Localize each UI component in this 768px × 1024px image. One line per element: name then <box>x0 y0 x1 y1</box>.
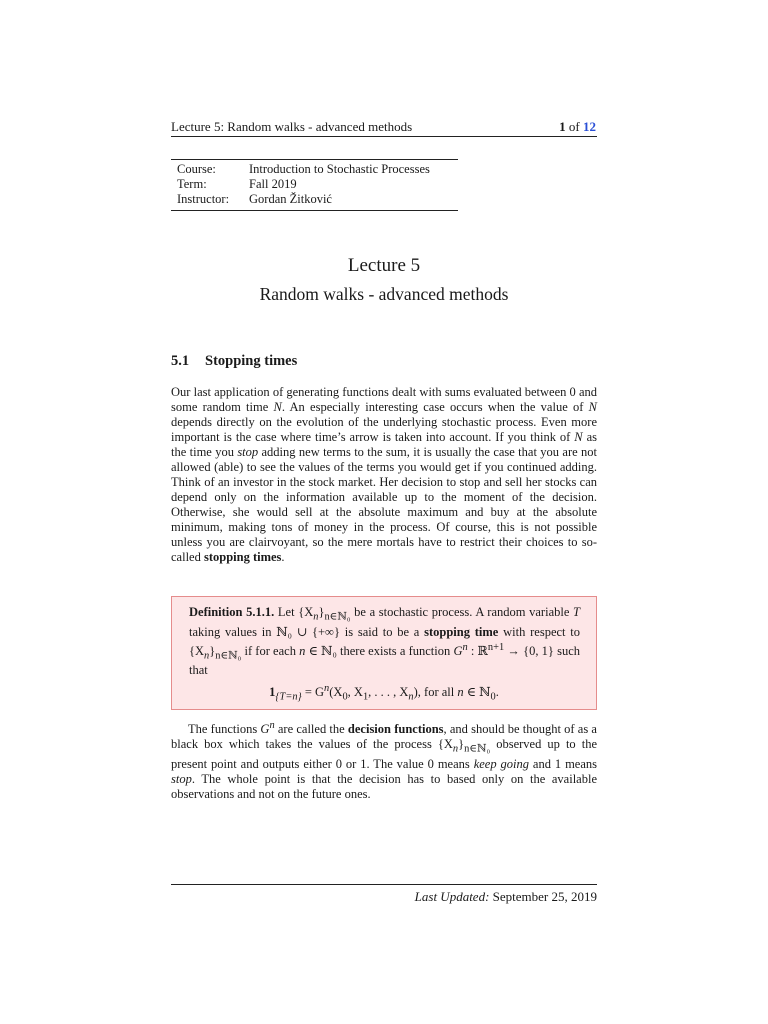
bold-term: stopping time <box>424 624 499 639</box>
text-run: (X <box>329 685 343 700</box>
course-info-row <box>171 192 436 207</box>
text-run: , X <box>347 685 363 700</box>
footer-date: September 25, 2019 <box>492 889 597 904</box>
text-run: ∈ ℕ₀ there exists a function <box>305 643 454 658</box>
section-title: Stopping times <box>205 353 298 369</box>
emphasis: stop <box>237 445 259 459</box>
text-run: . <box>495 685 499 700</box>
footer-rule <box>171 884 597 885</box>
math-sub: n <box>408 691 414 703</box>
definition-label: Definition 5.1.1. <box>189 605 275 619</box>
text-run: . <box>281 550 285 564</box>
paragraph-stopping-times-intro <box>171 385 597 565</box>
text-run: Our last application of generating functions dealt with sums evaluated between 0 and some random time <box>171 385 597 414</box>
math-sup: n+1 <box>487 641 505 653</box>
footer-last-updated <box>380 889 597 905</box>
text-run: ), for all <box>413 685 458 700</box>
math-sub: n∈ℕ₀ <box>464 743 491 755</box>
text-run: as the time you <box>171 430 597 459</box>
text-run: observed up to the present point and outputs either 0 or 1. The value 0 means <box>171 737 597 771</box>
text-run: are called the <box>274 722 348 737</box>
text-run: , and should be thought of as a black box which takes the values of the process {X <box>171 722 597 752</box>
lecture-title: Lecture 5 <box>347 255 421 276</box>
course-info-value: Fall 2019 <box>249 177 297 191</box>
math-var: N <box>574 430 583 444</box>
text-run: : ℝ <box>467 643 488 658</box>
math-var: T <box>573 605 580 619</box>
course-info-key: Term: <box>177 177 207 191</box>
definition-box <box>171 596 597 710</box>
text-run: depends directly on the evolution of the underlying stochastic process. Even more important is the case where time’s arrow is taken into account. If you think of <box>171 415 597 444</box>
text-run: The functions <box>188 722 261 737</box>
course-info-row <box>171 177 436 192</box>
text-run: } <box>458 737 465 752</box>
course-info-row <box>171 162 436 177</box>
math-var: G <box>453 643 463 658</box>
definition-text <box>189 605 580 678</box>
math-sub: 1 <box>362 691 369 703</box>
page-current: 1 <box>559 119 566 134</box>
running-header-title: Lecture 5: Random walks - advanced methods <box>171 119 413 134</box>
text-run: and 1 means <box>529 756 598 771</box>
indicator-symbol: 1 <box>269 685 276 700</box>
math-var: n <box>299 643 306 658</box>
footer-label: Last Updated: <box>414 889 490 904</box>
text-run: Let {X <box>274 605 314 619</box>
text-run: . An especially interesting case occurs when the value of <box>281 400 589 414</box>
text-run: be a stochastic process. A random variable <box>350 605 574 619</box>
math-var: N <box>588 400 597 414</box>
text-run: } <box>318 605 325 619</box>
course-info-key: Instructor: <box>177 192 230 206</box>
math-var: N <box>273 400 282 414</box>
section-heading <box>171 353 297 370</box>
header-rule <box>171 136 597 137</box>
text-run: } <box>209 643 216 658</box>
math-sub: n∈ℕ₀ <box>324 611 351 623</box>
course-info-value: Introduction to Stochastic Processes <box>249 162 430 176</box>
text-run: ∈ ℕ <box>463 685 491 700</box>
math-var: G <box>260 722 270 737</box>
bold-term: stopping times <box>203 550 282 564</box>
text-run: = G <box>301 685 325 700</box>
page-indicator <box>520 119 596 135</box>
text-run: . The whole point is that the decision has to based only on the available observations and not on the future ones. <box>171 771 597 801</box>
definition-equation <box>172 683 596 703</box>
course-info-key: Course: <box>177 162 216 176</box>
math-sup: n <box>269 720 275 731</box>
page-total-link[interactable]: 12 <box>583 119 596 134</box>
text-run: adding new terms to the sum, it is usually the case that you are not allowed (able) to see the values of the terms you would get if you continued adding. Think of an investor in the stock market. Her decision to stop and sell her stocks can depend only on the information available up to the moment of the decision. Otherwise, she would sell at the absolute maximum and buy at the absolute minimum, making tons of money in the process. Of course, this is not possible unless you are clairvoyant, so the mere mortals have to restrict their choices to so-called <box>171 445 597 564</box>
course-info-value: Gordan Žitković <box>249 192 332 206</box>
math-sub: 0 <box>490 691 496 703</box>
emphasis: keep going <box>473 756 529 771</box>
text-run: if for each <box>241 643 300 658</box>
emphasis: stop <box>171 771 192 786</box>
math-sub: n∈ℕ₀ <box>215 650 242 662</box>
text-run: → {0, 1} such that <box>189 643 580 678</box>
text-run: with respect to {X <box>189 624 581 658</box>
bold-term: decision functions <box>347 722 444 737</box>
math-sub: {T=n} <box>275 691 302 703</box>
section-number: 5.1 <box>171 353 190 369</box>
math-sub: n <box>452 743 459 755</box>
math-sup: n <box>324 683 330 694</box>
math-sup: n <box>462 641 468 653</box>
math-var: n <box>457 685 464 700</box>
text-run: , . . . , X <box>368 685 409 700</box>
math-sub: n <box>204 650 210 662</box>
page-of-label: of <box>568 119 580 134</box>
math-sub: n <box>313 611 319 623</box>
course-info-table <box>171 159 458 211</box>
paragraph-decision-functions <box>171 718 597 802</box>
text-run: taking values in ℕ₀ ∪ {+∞} is said to be a <box>189 624 425 639</box>
math-sub: 0 <box>342 691 348 703</box>
lecture-subtitle: Random walks - advanced methods <box>259 284 509 304</box>
